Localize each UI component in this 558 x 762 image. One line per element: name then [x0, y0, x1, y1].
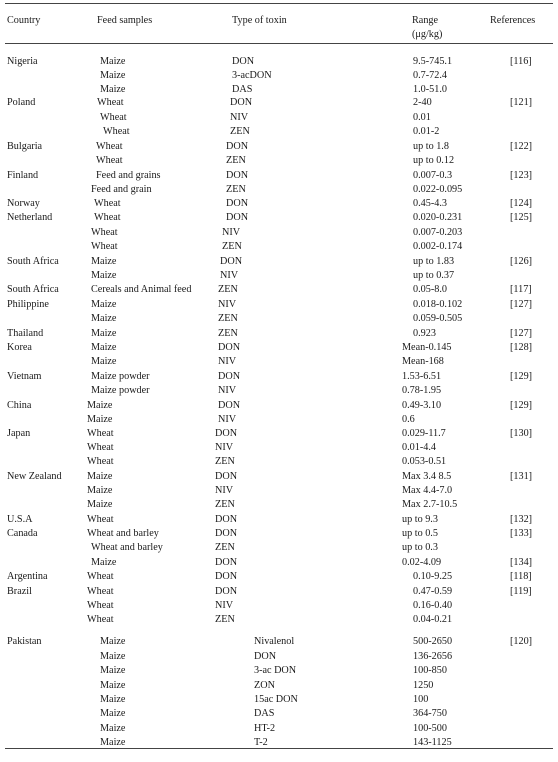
reference-cell: [129]	[510, 371, 533, 382]
toxin-cell: ZEN	[215, 499, 235, 510]
country-cell: Vietnam	[7, 371, 42, 382]
country-cell: China	[7, 400, 32, 411]
range-cell: 0.029-11.7	[402, 428, 446, 439]
feed-sample-cell: Maize	[87, 414, 113, 425]
feed-sample-cell: Cereals and Animal feed	[91, 284, 192, 295]
feed-sample-cell: Maize	[100, 708, 126, 719]
toxin-cell: DON	[215, 557, 238, 568]
header-rule	[5, 43, 553, 44]
feed-sample-cell: Maize	[100, 636, 126, 647]
toxin-cell: ZEN	[226, 155, 246, 166]
toxin-cell: DON	[218, 371, 241, 382]
toxin-cell: ZEN	[218, 313, 238, 324]
range-cell: 0.7-72.4	[413, 70, 447, 81]
feed-sample-cell: Maize	[87, 499, 113, 510]
toxin-cell: HT-2	[254, 723, 276, 734]
feed-sample-cell: Wheat	[103, 126, 130, 137]
feed-sample-cell: Wheat	[87, 514, 114, 525]
reference-cell: [116]	[510, 56, 532, 67]
toxin-cell: 3-acDON	[232, 70, 272, 81]
range-cell: 0.78-1.95	[402, 385, 442, 396]
reference-cell: [123]	[510, 170, 533, 181]
toxin-cell: DON	[226, 212, 249, 223]
feed-sample-cell: Maize	[100, 737, 126, 748]
country-cell: Philippine	[7, 299, 49, 310]
reference-cell: [118]	[510, 571, 532, 582]
feed-sample-cell: Wheat	[87, 600, 114, 611]
range-cell: 0.007-0.203	[413, 227, 463, 238]
country-cell: South Africa	[7, 284, 59, 295]
feed-sample-cell: Wheat	[91, 241, 118, 252]
feed-sample-cell: Wheat	[96, 155, 123, 166]
feed-sample-cell: Maize	[91, 342, 117, 353]
feed-sample-cell: Maize	[100, 665, 126, 676]
toxin-cell: DON	[215, 571, 238, 582]
range-cell: Mean-168	[402, 356, 444, 367]
feed-sample-cell: Maize	[100, 694, 126, 705]
feed-sample-cell: Maize	[87, 471, 113, 482]
toxin-cell: DAS	[232, 84, 253, 95]
toxin-cell: NIV	[218, 356, 237, 367]
feed-sample-cell: Wheat	[87, 571, 114, 582]
country-cell: Korea	[7, 342, 32, 353]
toxin-cell: ZEN	[218, 328, 238, 339]
toxin-cell: DON	[226, 198, 249, 209]
range-cell: Max 2.7-10.5	[402, 499, 458, 510]
toxin-cell: DON	[215, 514, 238, 525]
reference-cell: [133]	[510, 528, 533, 539]
range-cell: 0.018-0.102	[413, 299, 463, 310]
reference-cell: [117]	[510, 284, 532, 295]
toxin-cell: DON	[215, 528, 238, 539]
toxin-cell: 15ac DON	[254, 694, 298, 705]
reference-cell: [121]	[510, 97, 533, 108]
toxin-cell: DON	[218, 342, 241, 353]
feed-sample-cell: Wheat	[87, 442, 114, 453]
range-cell: up to 0.5	[402, 528, 438, 539]
feed-sample-cell: Maize	[87, 485, 113, 496]
reference-cell: [124]	[510, 198, 533, 209]
range-cell: 0.47-0.59	[413, 586, 453, 597]
country-cell: Finland	[7, 170, 39, 181]
reference-cell: [122]	[510, 141, 533, 152]
reference-cell: [131]	[510, 471, 533, 482]
toxin-cell: NIV	[222, 227, 241, 238]
feed-sample-cell: Wheat	[96, 141, 123, 152]
range-cell: 2-40	[413, 97, 432, 108]
range-cell: 0.05-8.0	[413, 284, 447, 295]
range-cell: 0.059-0.505	[413, 313, 463, 324]
range-cell: Mean-0.145	[402, 342, 452, 353]
range-cell: 0.02-4.09	[402, 557, 442, 568]
range-cell: 0.45-4.3	[413, 198, 447, 209]
feed-sample-cell: Wheat	[87, 428, 114, 439]
toxin-cell: ZEN	[230, 126, 250, 137]
range-cell: 100-500	[413, 723, 447, 734]
toxin-cell: DON	[230, 97, 253, 108]
feed-sample-cell: Wheat	[87, 456, 114, 467]
feed-sample-cell: Maize	[100, 680, 126, 691]
range-cell: 0.022-0.095	[413, 184, 463, 195]
range-cell: 500-2650	[413, 636, 453, 647]
country-cell: U.S.A	[7, 514, 33, 525]
reference-cell: [127]	[510, 328, 533, 339]
top-rule	[5, 3, 553, 4]
toxin-cell: ZON	[254, 680, 275, 691]
range-cell: 100	[413, 694, 429, 705]
range-cell: Max 3.4 8.5	[402, 471, 452, 482]
country-cell: Japan	[7, 428, 31, 439]
feed-sample-cell: Maize	[91, 313, 117, 324]
toxin-cell: T-2	[254, 737, 268, 748]
feed-sample-cell: Maize	[91, 356, 117, 367]
toxin-cell: NIV	[215, 442, 234, 453]
country-cell: Nigeria	[7, 56, 38, 67]
range-cell: 0.002-0.174	[413, 241, 463, 252]
country-cell: Brazil	[7, 586, 32, 597]
range-cell: 364-750	[413, 708, 447, 719]
toxin-cell: 3-ac DON	[254, 665, 297, 676]
header-references: References	[490, 15, 536, 26]
toxin-cell: NIV	[220, 270, 239, 281]
range-cell: 9.5-745.1	[413, 56, 453, 67]
range-cell: up to 0.12	[413, 155, 455, 166]
feed-sample-cell: Wheat	[100, 112, 127, 123]
range-cell: Max 4.4-7.0	[402, 485, 453, 496]
range-cell: 0.49-3.10	[402, 400, 442, 411]
reference-cell: [134]	[510, 557, 533, 568]
range-cell: 1.0-51.0	[413, 84, 447, 95]
range-cell: 0.053-0.51	[402, 456, 447, 467]
reference-cell: [128]	[510, 342, 533, 353]
toxin-cell: NIV	[218, 385, 237, 396]
toxin-cell: ZEN	[215, 614, 235, 625]
toxin-cell: NIV	[230, 112, 249, 123]
range-cell: up to 0.37	[413, 270, 455, 281]
country-cell: Argentina	[7, 571, 48, 582]
range-cell: up to 1.8	[413, 141, 449, 152]
feed-sample-cell: Maize	[91, 256, 117, 267]
feed-sample-cell: Maize	[100, 723, 126, 734]
feed-sample-cell: Maize	[91, 270, 117, 281]
toxin-cell: ZEN	[218, 284, 238, 295]
range-cell: 0.007-0.3	[413, 170, 453, 181]
reference-cell: [132]	[510, 514, 533, 525]
feed-sample-cell: Wheat	[87, 614, 114, 625]
reference-cell: [125]	[510, 212, 533, 223]
header-range-unit: (μg/kg)	[412, 29, 443, 40]
feed-sample-cell: Maize powder	[91, 385, 150, 396]
country-cell: Poland	[7, 97, 36, 108]
toxin-cell: ZEN	[215, 456, 235, 467]
feed-sample-cell: Wheat	[91, 227, 118, 238]
country-cell: Norway	[7, 198, 40, 209]
range-cell: up to 0.3	[402, 542, 438, 553]
feed-sample-cell: Maize	[91, 328, 117, 339]
toxin-cell: DON	[215, 471, 238, 482]
range-cell: 1250	[413, 680, 434, 691]
range-cell: up to 1.83	[413, 256, 455, 267]
range-cell: 0.10-9.25	[413, 571, 453, 582]
feed-sample-cell: Feed and grain	[91, 184, 152, 195]
country-cell: Canada	[7, 528, 38, 539]
header-feed-samples: Feed samples	[97, 15, 153, 26]
range-cell: up to 9.3	[402, 514, 438, 525]
range-cell: 0.01-2	[413, 126, 440, 137]
range-cell: 0.6	[402, 414, 415, 425]
toxin-cell: NIV	[218, 299, 237, 310]
feed-sample-cell: Wheat	[87, 586, 114, 597]
country-cell: New Zealand	[7, 471, 62, 482]
toxin-cell: DON	[215, 428, 238, 439]
toxin-cell: DON	[220, 256, 243, 267]
feed-sample-cell: Maize	[100, 70, 126, 81]
range-cell: 0.01	[413, 112, 431, 123]
feed-sample-cell: Wheat and barley	[91, 542, 163, 553]
range-cell: 0.04-0.21	[413, 614, 453, 625]
bottom-rule	[5, 748, 553, 749]
reference-cell: [127]	[510, 299, 533, 310]
reference-cell: [120]	[510, 636, 533, 647]
feed-sample-cell: Wheat and barley	[87, 528, 159, 539]
range-cell: 0.020-0.231	[413, 212, 463, 223]
range-cell: 100-850	[413, 665, 447, 676]
reference-cell: [119]	[510, 586, 532, 597]
feed-sample-cell: Wheat	[97, 97, 124, 108]
toxin-cell: DON	[215, 586, 238, 597]
feed-sample-cell: Wheat	[94, 212, 121, 223]
range-cell: 0.01-4.4	[402, 442, 436, 453]
toxin-cell: DON	[226, 170, 249, 181]
feed-sample-cell: Maize	[91, 299, 117, 310]
reference-cell: [129]	[510, 400, 533, 411]
reference-cell: [126]	[510, 256, 533, 267]
feed-sample-cell: Maize	[100, 651, 126, 662]
range-cell: 136-2656	[413, 651, 453, 662]
feed-sample-cell: Maize powder	[91, 371, 150, 382]
feed-sample-cell: Maize	[100, 56, 126, 67]
toxin-cell: NIV	[215, 485, 234, 496]
country-cell: Thailand	[7, 328, 44, 339]
country-cell: Netherland	[7, 212, 53, 223]
toxin-cell: ZEN	[215, 542, 235, 553]
header-type-of-toxin: Type of toxin	[232, 15, 287, 26]
country-cell: Pakistan	[7, 636, 42, 647]
toxin-cell: DON	[226, 141, 249, 152]
reference-cell: [130]	[510, 428, 533, 439]
toxin-cell: ZEN	[226, 184, 246, 195]
toxin-cell: Nivalenol	[254, 636, 295, 647]
toxin-cell: DON	[218, 400, 241, 411]
toxin-cell: DON	[232, 56, 255, 67]
country-cell: Bulgaria	[7, 141, 43, 152]
feed-sample-cell: Maize	[91, 557, 117, 568]
header-country: Country	[7, 15, 41, 26]
feed-sample-cell: Wheat	[94, 198, 121, 209]
toxin-cell: ZEN	[222, 241, 242, 252]
toxin-cell: DON	[254, 651, 277, 662]
range-cell: 0.923	[413, 328, 436, 339]
range-cell: 143-1125	[413, 737, 452, 748]
toxin-cell: NIV	[218, 414, 237, 425]
range-cell: 1.53-6.51	[402, 371, 442, 382]
feed-sample-cell: Maize	[87, 400, 113, 411]
feed-sample-cell: Feed and grains	[96, 170, 161, 181]
country-cell: South Africa	[7, 256, 59, 267]
header-range: Range	[412, 15, 439, 26]
feed-sample-cell: Maize	[100, 84, 126, 95]
toxin-cell: DAS	[254, 708, 275, 719]
toxin-cell: NIV	[215, 600, 234, 611]
range-cell: 0.16-0.40	[413, 600, 453, 611]
